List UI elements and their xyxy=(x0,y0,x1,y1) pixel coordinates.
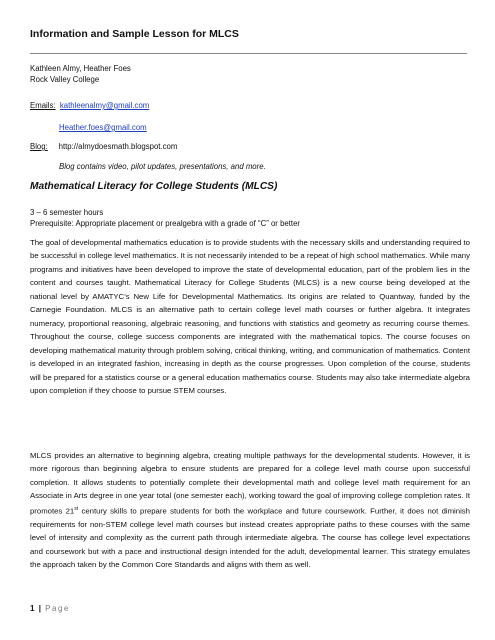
document-title: Information and Sample Lesson for MLCS xyxy=(30,28,239,40)
prerequisite: Prerequisite: Appropriate placement or prealgebra with a grade of “C” or better xyxy=(30,219,301,228)
email-link-2[interactable]: Heather.foes@gmail.com xyxy=(59,123,147,132)
blog-url[interactable]: http://almydoesmath.blogspot.com xyxy=(58,142,178,151)
blog-label: Blog: xyxy=(30,142,48,151)
paragraph-2-part-a: MLCS provides an alternative to beginning algebra, creating multiple pathways for the developmental students. However, it is more rigorous than beginning algebra to ensure students are prepared for a college level math course upon successful completion. It allows students to potentially complete their developmental math and college level math requirement for an Associate in Arts degree in one year total (one semester each), working toward the goal of improving college completion rates. It promotes 21 xyxy=(30,451,470,516)
page-label: Page xyxy=(45,604,70,613)
paragraph-2 xyxy=(30,449,470,572)
blog-row xyxy=(30,141,177,152)
authors-text: Kathleen Almy, Heather Foes xyxy=(30,64,131,73)
paragraph-1: The goal of developmental mathematics education is to provide students with the necessary skills and understanding required to be successful in college level mathematics. It is not necessarily intended to be a repeat of high school mathematics. While many programs and initiatives have been developed to improve the state of developmental education, part of the problem lies in the content and courses taught. Mathematical Literacy for College Students (MLCS) is a new course being developed at the national level by AMATYC’s New Life for Developmental Mathematics. Its origins are related to Quantway, funded by the Carnegie Foundation. MLCS is an alternative path to certain college level math courses or further algebra. It integrates numeracy, proportional reasoning, algebraic reasoning, and functions with statistics and geometry as recurring course themes. Throughout the course, college success components are integrated with the mathematical topics. The course focuses on developing mathematical maturity through problem solving, critical thinking, writing, and communication of mathematics. Content is developed in an integrated fashion, increasing in depth as the course progresses. Upon completion of the course, students will be prepared for a statistics course or a general education mathematics course. Students may also take intermediate algebra upon completion if they choose to pursue STEM courses. xyxy=(30,238,470,395)
course-heading: Mathematical Literacy for College Students (MLCS) xyxy=(30,181,278,192)
footer-separator: | xyxy=(38,604,41,613)
institution-text: Rock Valley College xyxy=(30,75,100,84)
emails-label: Emails: xyxy=(30,101,56,110)
email-link-1[interactable]: kathleenalmy@gmail.com xyxy=(59,101,150,110)
page-footer xyxy=(30,604,70,613)
email-row-2 xyxy=(59,122,147,133)
emails-row xyxy=(30,100,149,111)
credit-hours: 3 – 6 semester hours xyxy=(30,208,104,217)
paragraph-2-part-b: century skills to prepare students for both the workplace and future coursework. Further, it does not diminish requirements for non-STEM college level math courses but instead creates appropriate paths to these courses with the same level of intensity and complexity as the current path through intermediate algebra. The course has college level expectations and coursework but with a pace and instructional design intended for the adult, developmental learner. This strategy emulates the approach taken by the Common Core Standards and aligns with them as well. xyxy=(30,506,470,570)
author-block xyxy=(30,63,131,85)
blog-note: Blog contains video, pilot updates, presentations, and more. xyxy=(59,162,266,171)
course-meta xyxy=(30,207,300,229)
title-divider xyxy=(30,53,467,54)
page-number: 1 xyxy=(30,604,35,613)
paragraph-2-superscript: st xyxy=(74,505,79,512)
